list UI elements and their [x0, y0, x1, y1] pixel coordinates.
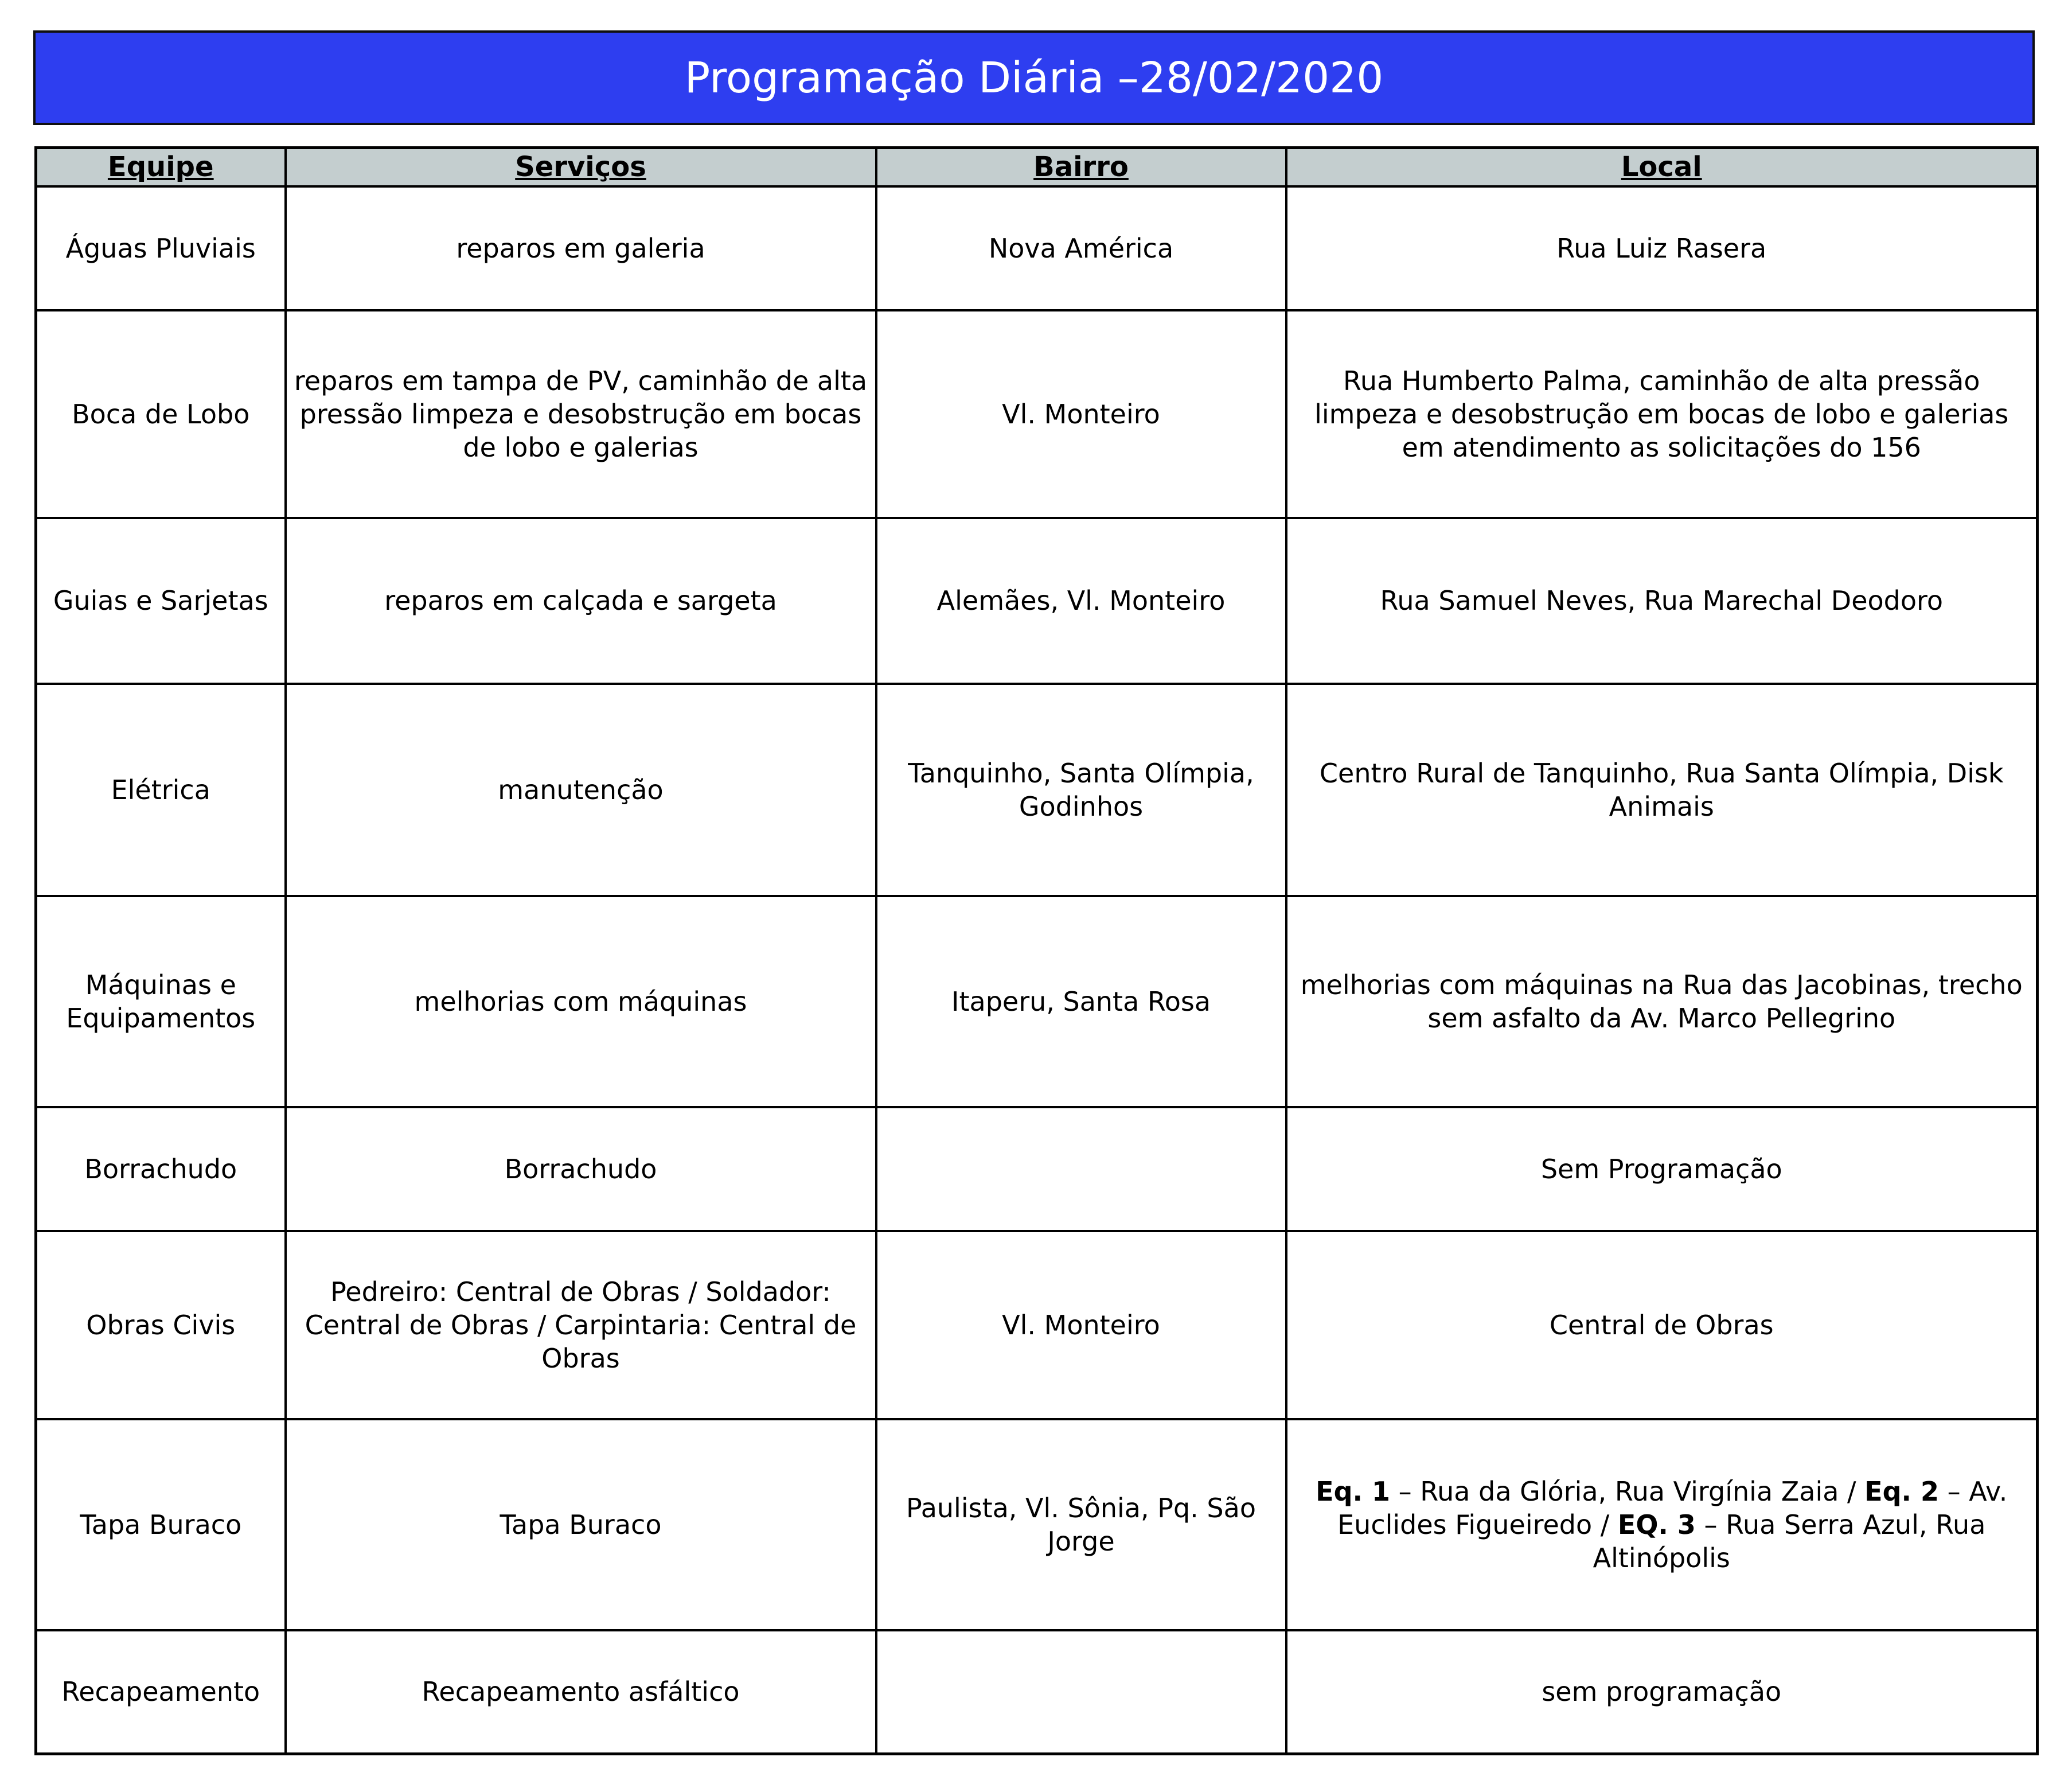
table-row — [36, 1630, 2038, 1754]
cell-local: Eq. 1 – Rua da Glória, Rua Virgínia Zaia / Eq. 2 – Av. Euclides Figueiredo / EQ. 3 – Rua Serra Azul, Rua Altinópolis — [1286, 1419, 2038, 1630]
cell-bairro — [876, 1630, 1286, 1754]
cell-equipe: Máquinas e Equipamentos — [36, 896, 286, 1107]
title-date: 28/02/2020 — [1138, 53, 1384, 103]
table-row — [36, 518, 2038, 684]
cell-equipe: Recapeamento — [36, 1630, 286, 1754]
table-row — [36, 1419, 2038, 1630]
cell-bairro: Tanquinho, Santa Olímpia, Godinhos — [876, 684, 1286, 896]
cell-servicos: reparos em tampa de PV, caminhão de alta pressão limpeza e desobstrução em bocas de lobo e galerias — [286, 310, 876, 518]
cell-bairro: Alemães, Vl. Monteiro — [876, 518, 1286, 684]
cell-equipe: Tapa Buraco — [36, 1419, 286, 1630]
eq2-label: Eq. 2 — [1864, 1475, 1940, 1507]
cell-servicos: Borrachudo — [286, 1107, 876, 1231]
title-label: Programação Diária – — [684, 53, 1139, 103]
cell-equipe: Borrachudo — [36, 1107, 286, 1231]
column-header-local: Local — [1286, 148, 2038, 186]
cell-local: Central de Obras — [1286, 1231, 2038, 1419]
cell-bairro: Vl. Monteiro — [876, 1231, 1286, 1419]
table-row — [36, 310, 2038, 518]
eq1-label: Eq. 1 — [1316, 1475, 1391, 1507]
cell-bairro: Itaperu, Santa Rosa — [876, 896, 1286, 1107]
eq3-label: EQ. 3 — [1617, 1509, 1696, 1540]
cell-bairro — [876, 1107, 1286, 1231]
cell-local: Rua Samuel Neves, Rua Marechal Deodoro — [1286, 518, 2038, 684]
table-row — [36, 1231, 2038, 1419]
cell-equipe: Boca de Lobo — [36, 310, 286, 518]
cell-local: Sem Programação — [1286, 1107, 2038, 1231]
cell-local: melhorias com máquinas na Rua das Jacobinas, trecho sem asfalto da Av. Marco Pellegrino — [1286, 896, 2038, 1107]
cell-bairro: Nova América — [876, 186, 1286, 310]
cell-local: Centro Rural de Tanquinho, Rua Santa Olímpia, Disk Animais — [1286, 684, 2038, 896]
cell-equipe: Guias e Sarjetas — [36, 518, 286, 684]
table-header-row — [36, 148, 2038, 186]
cell-equipe: Elétrica — [36, 684, 286, 896]
column-header-equipe: Equipe — [36, 148, 286, 186]
table-row — [36, 684, 2038, 896]
cell-servicos: manutenção — [286, 684, 876, 896]
table-row — [36, 186, 2038, 310]
cell-servicos: Tapa Buraco — [286, 1419, 876, 1630]
cell-equipe: Obras Civis — [36, 1231, 286, 1419]
cell-bairro: Vl. Monteiro — [876, 310, 1286, 518]
cell-local: sem programação — [1286, 1630, 2038, 1754]
column-header-bairro: Bairro — [876, 148, 1286, 186]
schedule-table — [34, 146, 2039, 1755]
cell-servicos: reparos em calçada e sargeta — [286, 518, 876, 684]
table-row — [36, 896, 2038, 1107]
cell-local: Rua Humberto Palma, caminhão de alta pressão limpeza e desobstrução em bocas de lobo e galerias em atendimento as solicitações do 156 — [1286, 310, 2038, 518]
table-row — [36, 1107, 2038, 1231]
column-header-servicos: Serviços — [286, 148, 876, 186]
cell-bairro: Paulista, Vl. Sônia, Pq. São Jorge — [876, 1419, 1286, 1630]
cell-servicos: melhorias com máquinas — [286, 896, 876, 1107]
cell-servicos: Recapeamento asfáltico — [286, 1630, 876, 1754]
cell-local: Rua Luiz Rasera — [1286, 186, 2038, 310]
cell-equipe: Águas Pluviais — [36, 186, 286, 310]
cell-servicos: reparos em galeria — [286, 186, 876, 310]
cell-servicos: Pedreiro: Central de Obras / Soldador: Central de Obras / Carpintaria: Central de Obras — [286, 1231, 876, 1419]
page-title — [33, 30, 2035, 125]
